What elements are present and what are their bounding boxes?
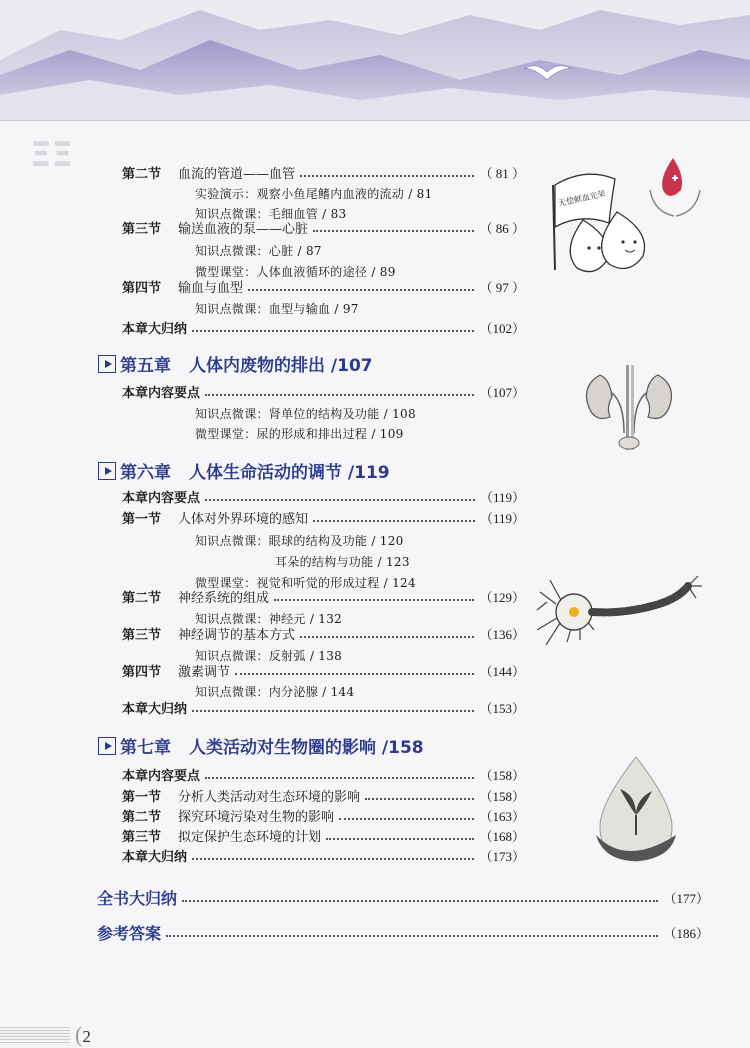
toc-entry-ch5-points[interactable]: 本章内容要点 （107） (122, 385, 525, 401)
toc-entry-ch6-s3[interactable]: 第三节 神经调节的基本方式 （136） (122, 627, 525, 643)
toc-entry-ch7-s3[interactable]: 第三节 拟定保护生态环境的计划 （168） (122, 829, 525, 845)
toc-sub-entry[interactable]: 知识点微课：神经元 / 132 (195, 612, 343, 626)
toc-sub-entry[interactable]: 知识点微课：肾单位的结构及功能 / 108 (195, 407, 416, 421)
chapter-heading-5[interactable]: 第五章 人体内废物的排出 /107 (98, 351, 373, 376)
toc-sub-entry[interactable]: 知识点微课：内分泌腺 / 144 (195, 685, 355, 699)
toc-entry-ch7-s1[interactable]: 第一节 分析人类活动对生态环境的影响 （158） (122, 789, 525, 805)
toc-entry-ch6-s4[interactable]: 第四节 激素调节 （144） (122, 664, 525, 680)
footer-stripes (0, 1025, 70, 1043)
play-triangle-icon (98, 737, 116, 755)
toc-entry-ch4-s2[interactable]: 第二节 血流的管道——血管 （ 81 ） (122, 166, 525, 182)
toc-entry-book-summary[interactable]: 全书大归纳 （177） (97, 889, 709, 908)
toc-sub-entry[interactable]: 知识点微课：眼球的结构及功能 / 120 (195, 534, 404, 548)
toc-sub-entry[interactable]: 微型课堂：视觉和听觉的形成过程 / 124 (195, 576, 416, 590)
toc-entry-ch6-points[interactable]: 本章内容要点 （119） (122, 490, 525, 506)
toc-sub-entry[interactable]: 知识点微课：血型与输血 / 97 (195, 302, 359, 316)
kidney-right-icon (646, 375, 672, 419)
toc-sub-entry[interactable]: 知识点微课：反射弧 / 138 (195, 649, 343, 663)
chapter-heading-7[interactable]: 第七章 人类活动对生物圈的影响 /158 (98, 733, 424, 758)
plant-hands-illustration (590, 755, 682, 865)
toc-entry-ch7-summary[interactable]: 本章大归纳 （173） (122, 849, 525, 865)
toc-entry-ch4-s4[interactable]: 第四节 输血与血型 （ 97 ） (122, 280, 525, 296)
page-number: (2 (75, 1022, 91, 1047)
kidney-illustration (582, 365, 677, 450)
toc-sub-entry[interactable]: 知识点微课：毛细血管 / 83 (195, 207, 347, 221)
toc-sub-entry[interactable]: 微型课堂：尿的形成和排出过程 / 109 (195, 427, 404, 441)
ghost-text: ΞΞ (30, 135, 73, 175)
blood-donation-illustration (545, 150, 715, 275)
svg-text:无偿献血光荣: 无偿献血光荣 (557, 189, 607, 208)
toc-entry-answers[interactable]: 参考答案 （186） (97, 924, 709, 943)
toc-entry-ch6-s2[interactable]: 第二节 神经系统的组成 （129） (122, 590, 525, 606)
toc-sub-entry[interactable]: 实验演示：观察小鱼尾鳍内血液的流动 / 81 (195, 187, 433, 201)
toc-entry-ch6-s1[interactable]: 第一节 人体对外界环境的感知 （119） (122, 511, 525, 527)
toc-entry-ch7-points[interactable]: 本章内容要点 （158） (122, 768, 525, 784)
toc-sub-entry[interactable]: 耳朵的结构与功能 / 123 (275, 555, 410, 569)
kidney-left-icon (587, 375, 613, 419)
toc-entry-ch4-summary[interactable]: 本章大归纳 （102） (122, 321, 525, 337)
header-banner (0, 0, 750, 121)
mountain-banner-illustration (0, 0, 750, 120)
toc-entry-ch6-summary[interactable]: 本章大归纳 （153） (122, 701, 525, 717)
play-triangle-icon (98, 462, 116, 480)
chapter-heading-6[interactable]: 第六章 人体生命活动的调节 /119 (98, 458, 390, 483)
play-triangle-icon (98, 355, 116, 373)
neuron-illustration (532, 570, 710, 655)
toc-sub-entry[interactable]: 微型课堂：人体血液循环的途径 / 89 (195, 265, 396, 279)
toc-sub-entry[interactable]: 知识点微课：心脏 / 87 (195, 244, 322, 258)
toc-entry-ch4-s3[interactable]: 第三节 输送血液的泵——心脏 （ 86 ） (122, 221, 525, 237)
toc-entry-ch7-s2[interactable]: 第二节 探究环境污染对生物的影响 （163） (122, 809, 525, 825)
